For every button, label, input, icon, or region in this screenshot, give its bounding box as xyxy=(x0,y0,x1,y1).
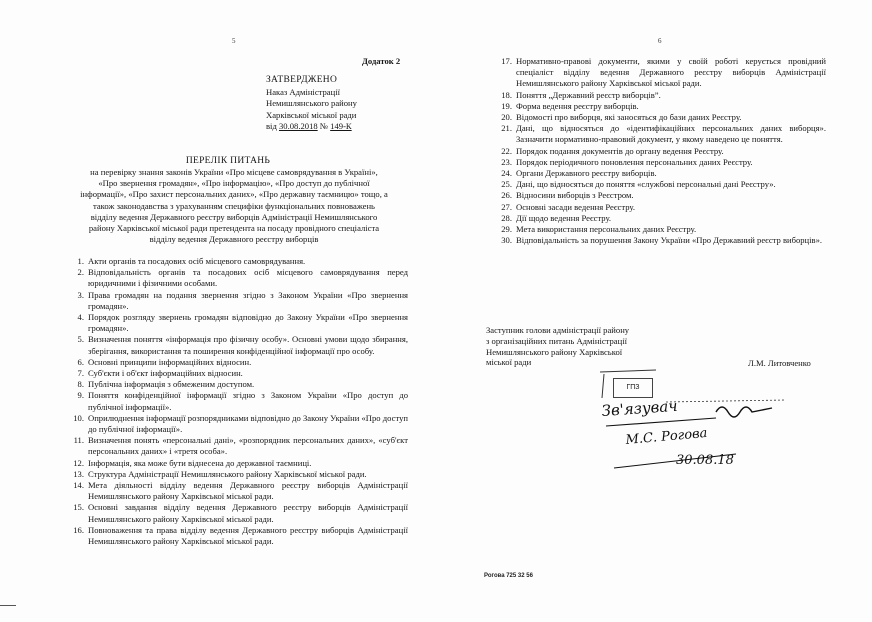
list-item: 2. Відповідальність органів та посадових осіб місцевого самоврядування перед юридичними і фізичними особами. xyxy=(77,267,408,289)
scan-artifact-line xyxy=(0,605,16,606)
underline-stroke xyxy=(606,418,716,426)
footer-code: Рогова 725 32 56 xyxy=(484,573,533,579)
right-page xyxy=(436,0,872,622)
approval-line: Немишлянського району xyxy=(266,98,357,109)
number-prefix: № xyxy=(319,121,329,132)
approval-heading: ЗАТВЕРДЖЕНО xyxy=(266,75,338,85)
intro-line: відділу ведення Державного реєстру виборців xyxy=(149,234,319,245)
addendum-label: Додаток 2 xyxy=(362,56,401,66)
date-prefix: від xyxy=(266,121,277,132)
list-item: 11. Визначення понять «персональні дані», «розпорядник персональних даних», «суб'єкт персональних даних» і «третя особа». xyxy=(73,435,408,457)
intro-text xyxy=(48,167,420,245)
list-item: 1. Акти органів та посадових осіб місцевого самоврядування. xyxy=(77,256,306,266)
intro-line: району Харківської міської ради претендента на посаду провідного спеціаліста xyxy=(88,223,380,234)
list-item: 26. Відносини виборців з Реєстром. xyxy=(501,190,634,201)
order-date: 30.08.2018 xyxy=(278,121,318,132)
list-item: 18. Поняття „Державний реєстр виборців”. xyxy=(501,89,661,100)
list-item: 24. Органи Державного реєстру виборців. xyxy=(501,168,657,179)
signature-block xyxy=(486,325,629,368)
stamp-dotted-line xyxy=(666,400,786,402)
list-item: 17. Нормативно-правові документи, якими у своїй роботі керується провідний спеціаліст відділу ведення Державного реєстру виборців Адміністрації Немишлянського району Харківської міської ради. xyxy=(501,56,826,89)
list-item: 5. Визначення поняття «інформація про фізичну особу». Основні умови щодо збирання, зберігання, використання та поширення конфіденційної інформації про особу. xyxy=(77,334,408,356)
intro-line: на перевірку знання законів України «Про місцеве самоврядування в Україні», xyxy=(90,167,378,177)
intro-line: інформації», «Про захист персональних даних», «Про державну таємницю» тощо, а xyxy=(80,189,388,200)
signatory-position: Немишлянського району Харківської xyxy=(486,346,623,357)
intro-line: відділу ведення Державного реєстру виборців Адміністрації Немишлянського xyxy=(90,211,378,222)
list-item: 9. Поняття конфіденційної інформації згідно з Законом України «Про доступ до публічної інформації». xyxy=(77,390,408,412)
list-item: 29. Мета використання персональних даних Реєстру. xyxy=(501,224,697,235)
handwritten-date: 30.08.18 xyxy=(676,453,734,468)
handwritten-signature-1 xyxy=(716,407,772,417)
page-number: 5 xyxy=(232,37,236,45)
list-item: 10. Оприлюднення інформації розпорядниками відповідно до Закону України «Про доступ до публічної інформації». xyxy=(73,412,408,435)
approval-block xyxy=(266,75,357,133)
handwritten-text-1: Зв'язувач xyxy=(601,396,679,420)
signatory-position: міської ради xyxy=(486,357,532,368)
list-item: 15. Основні завдання відділу ведення Державного реєстру виборців Адміністрації Немишлянського району Харківської міської ради. xyxy=(73,502,408,524)
list-item: 20. Відомості про виборця, які заносяться до бази даних Реєстру. xyxy=(501,112,742,123)
approval-date-line xyxy=(266,121,357,133)
signatory-position: з організаційних питань Адміністрації xyxy=(486,335,627,346)
list-item: 7. Суб'єкти і об'єкт інформаційних відносин. xyxy=(77,368,243,379)
list-item: 19. Форма ведення реєстру виборців. xyxy=(501,100,639,111)
list-item: 28. Дії щодо ведення Реєстру. xyxy=(501,212,612,223)
registry-stamp: ГПЗ xyxy=(613,378,653,398)
list-item: 27. Основні засади ведення Реєстру. xyxy=(501,201,635,212)
handwritten-acknowledgement xyxy=(596,368,796,476)
signatory-position: Заступник голови адміністрації району xyxy=(486,325,630,335)
intro-line: також законодавства з урахуванням специфіки функціональних повноважень xyxy=(93,200,375,211)
list-item: 13. Структура Адміністрації Немишлянського району Харківської міської ради. xyxy=(73,468,367,479)
intro-line: «Про звернення громадян», «Про інформацію», «Про доступ до публічної xyxy=(98,178,370,189)
list-item: 6. Основні принципи інформаційних відносин. xyxy=(77,356,252,367)
list-item: 3. Права громадян на подання звернення згідно з Законом України «Про звернення громадян». xyxy=(77,289,408,311)
list-item: 25. Дані, що відносяться до поняття «службові персональні дані Реєстру». xyxy=(501,179,776,190)
approval-line: Харківської міської ради xyxy=(266,109,357,120)
list-item: 22. Порядок подання документів до органу ведення Реєстру. xyxy=(501,145,724,156)
approval-line: Наказ Адміністрації xyxy=(266,86,340,97)
list-item: 16. Повноваження та права відділу ведення Державного реєстру виборців Адміністрації Немишлянського району Харківської міської ради. xyxy=(73,524,408,547)
document-title: ПЕРЕЛІК ПИТАНЬ xyxy=(185,156,271,166)
list-item: 23. Порядок періодичного поновлення персональних даних Реєстру. xyxy=(501,156,753,167)
list-item: 14. Мета діяльності відділу ведення Державного реєстру виборців Адміністрації Немишлянського району Харківської міської ради. xyxy=(73,480,408,502)
list-item: 30. Відповідальність за порушення Закону України «Про Державний реєстр виборців». xyxy=(501,235,823,246)
questions-list-left xyxy=(68,256,408,547)
list-item: 8. Публічна інформація з обмеженим доступом. xyxy=(77,379,255,390)
list-item: 21. Дані, що відносяться до «ідентифікаційних персональних даних виборця». Зазначити нормативно-правовий документ, у якому наведено це поняття. xyxy=(501,123,826,145)
questions-list-right xyxy=(496,56,826,246)
list-item: 12. Інформація, яка може бути віднесена до державної таємниці. xyxy=(73,457,312,468)
stamp-frame-line xyxy=(600,370,656,398)
page-number: 6 xyxy=(658,37,662,45)
order-number: 149-К xyxy=(330,121,352,132)
signatory-name: Л.М. Литовченко xyxy=(748,358,811,368)
handwritten-text-2: М.С. Рогова xyxy=(625,425,708,448)
list-item: 4. Порядок розгляду звернень громадян відповідно до Закону України «Про звернення громадян». xyxy=(77,312,408,334)
